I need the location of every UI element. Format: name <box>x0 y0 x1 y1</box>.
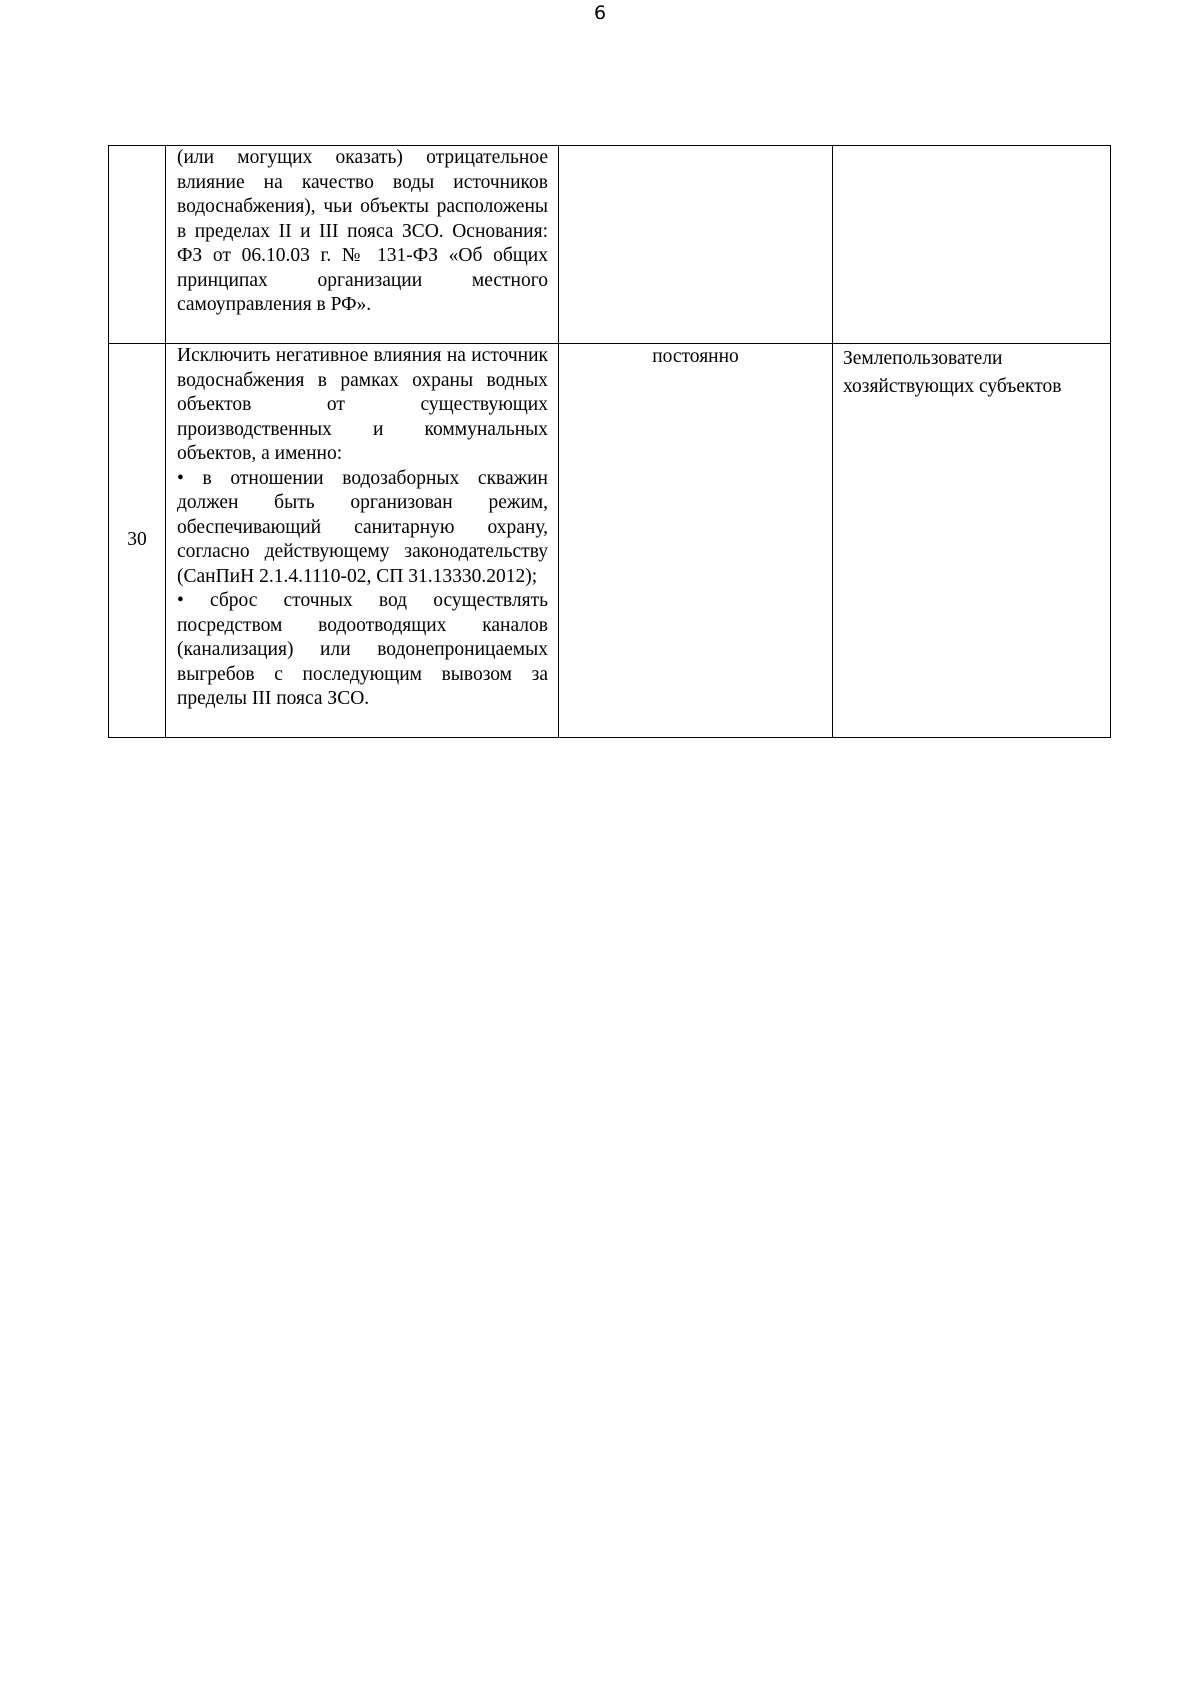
measure-paragraph: (или могущих оказать) отрицательное влияние на качество воды источников водоснабжения), чьи объекты расположены в пределах II и III пояса ЗСО. Основания: ФЗ от 06.10.03 г. № 131-ФЗ «Об общих принципах организации местного самоуправления в РФ». <box>177 147 548 315</box>
term-cell <box>559 146 833 344</box>
responsible-cell: Землепользователи хозяйствующих субъектов <box>833 344 1111 738</box>
term-cell: постоянно <box>559 344 833 738</box>
responsible-cell <box>833 146 1111 344</box>
measure-description-cell <box>166 146 559 344</box>
measure-description-cell <box>166 344 559 738</box>
row-number-cell <box>109 146 166 344</box>
measure-paragraph: Исключить негативное влияния на источник водоснабжения в рамках охраны водных объектов от существующих производственных и коммунальных объектов, а именно: <box>177 345 548 464</box>
table-row <box>109 344 1111 738</box>
measures-table <box>108 145 1111 738</box>
row-number-cell: 30 <box>109 344 166 738</box>
table-row <box>109 146 1111 344</box>
measure-bullet-item: • в отношении водозаборных скважин должен быть организован режим, обеспечивающий санитарную охрану, согласно действующему законодательству (СанПиН 2.1.4.1110-02, СП 31.13330.2012); <box>177 467 548 587</box>
measure-bullet-item: • сброс сточных вод осуществлять посредством водоотводящих каналов (канализация) или водонепроницаемых выгребов с последующим вывозом за пределы III пояса ЗСО. <box>177 590 548 709</box>
page-number: 6 <box>593 2 607 24</box>
